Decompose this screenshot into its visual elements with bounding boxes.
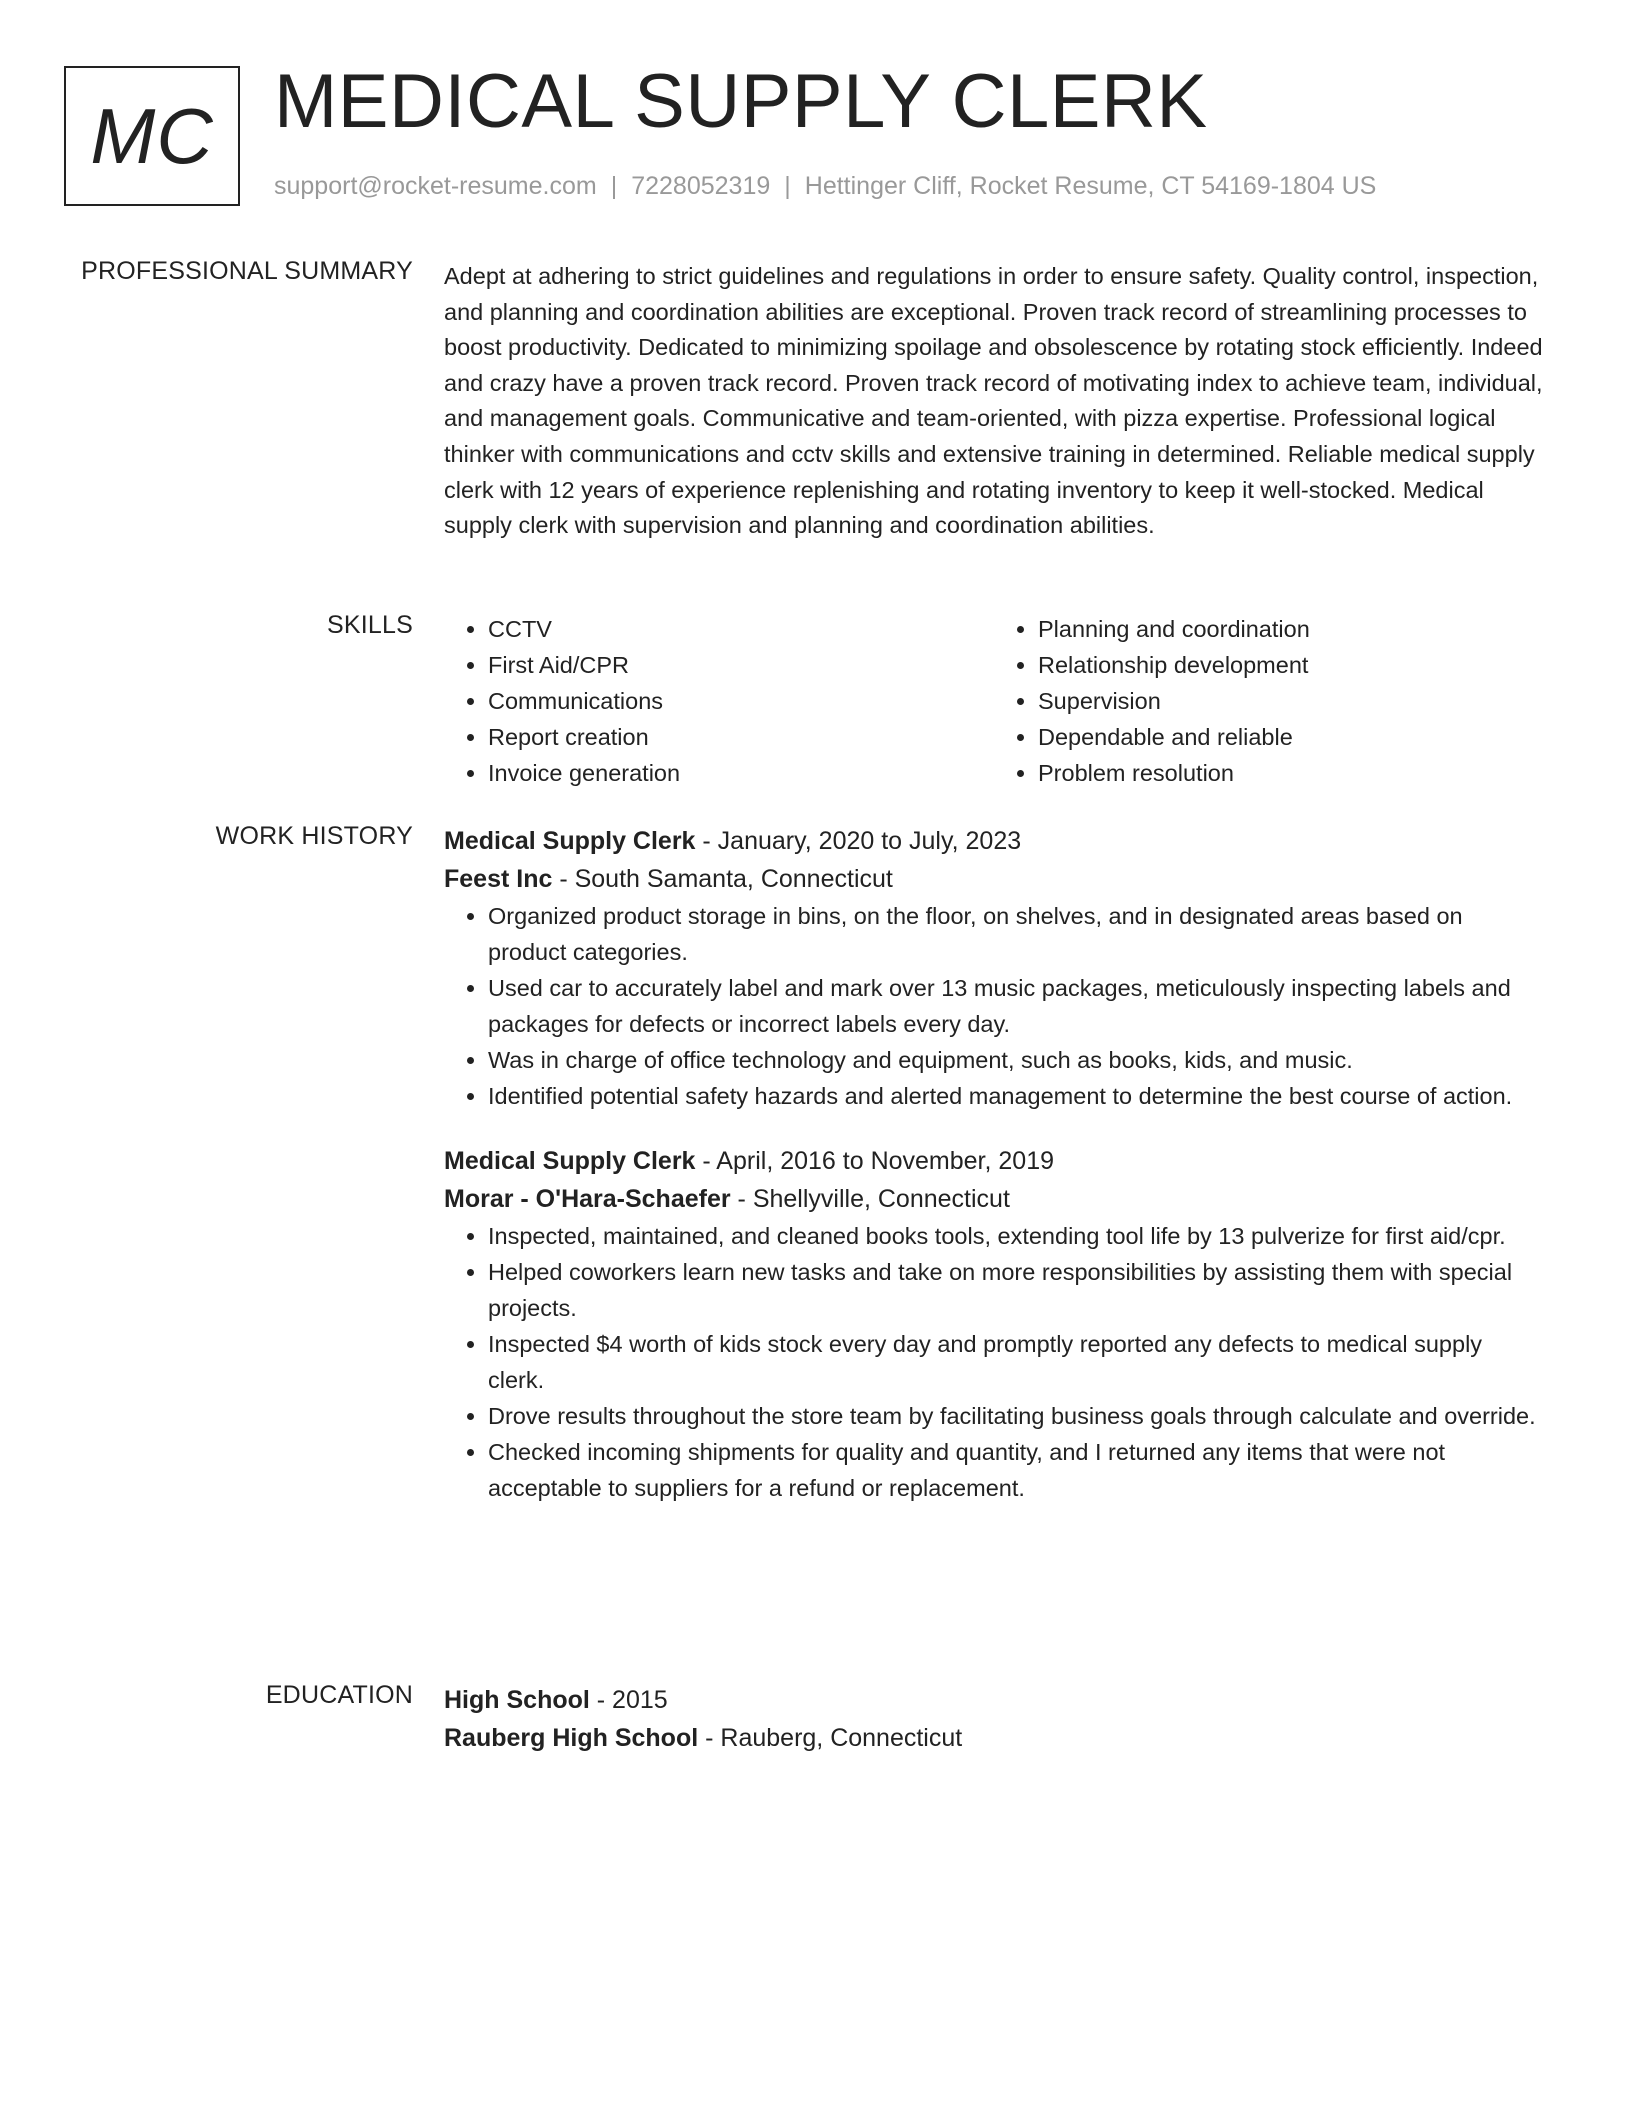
education-degree: High School bbox=[444, 1686, 590, 1714]
job-bullet: • Organized product storage in bins, on the floor, on shelves, and in designated areas based on product categories. bbox=[488, 898, 1544, 970]
skills-list-left bbox=[444, 611, 994, 791]
section-label-education: EDUCATION bbox=[265, 1681, 413, 1709]
job-bullets bbox=[444, 1218, 1544, 1506]
resume-title: MEDICAL SUPPLY CLERK bbox=[274, 59, 1208, 144]
skill-item: • Problem resolution bbox=[1038, 755, 1544, 791]
skill-item: • Planning and coordination bbox=[1038, 611, 1544, 647]
job-bullet: • Was in charge of office technology and equipment, such as books, kids, and music. bbox=[488, 1042, 1544, 1078]
work-content bbox=[444, 822, 1544, 1506]
education-content bbox=[444, 1681, 1544, 1757]
skill-item: • Communications bbox=[488, 683, 994, 719]
education-school-line bbox=[444, 1719, 1544, 1757]
job-title: Medical Supply Clerk bbox=[444, 827, 696, 855]
job-location: - Shellyville, Connecticut bbox=[730, 1185, 1010, 1213]
job-entry bbox=[444, 1142, 1544, 1506]
job-company-line bbox=[444, 860, 1544, 898]
job-dates: - January, 2020 to July, 2023 bbox=[695, 827, 1022, 855]
job-bullets bbox=[444, 898, 1544, 1114]
education-school: Rauberg High School bbox=[444, 1724, 699, 1752]
job-bullet: • Inspected $4 worth of kids stock every day and promptly reported any defects to medical supply clerk. bbox=[488, 1326, 1544, 1398]
skill-item: • Report creation bbox=[488, 719, 994, 755]
contact-separator: | bbox=[610, 172, 618, 200]
contact-address: Hettinger Cliff, Rocket Resume, CT 54169-1804 US bbox=[804, 172, 1377, 200]
education-year: - 2015 bbox=[589, 1686, 668, 1714]
contact-phone[interactable]: 7228052319 bbox=[631, 172, 771, 200]
job-bullet: • Identified potential safety hazards and alerted management to determine the best course of action. bbox=[488, 1078, 1544, 1114]
job-entry bbox=[444, 822, 1544, 1114]
job-title-line bbox=[444, 1142, 1544, 1180]
job-bullet: • Checked incoming shipments for quality and quantity, and I returned any items that were not acceptable to suppliers for a refund or replacement. bbox=[488, 1434, 1544, 1506]
skill-item: • Invoice generation bbox=[488, 755, 994, 791]
contact-email[interactable]: support@rocket-resume.com bbox=[274, 172, 597, 200]
skill-item: • Supervision bbox=[1038, 683, 1544, 719]
job-title: Medical Supply Clerk bbox=[444, 1147, 696, 1175]
job-bullet: • Inspected, maintained, and cleaned books tools, extending tool life by 13 pulverize for first aid/cpr. bbox=[488, 1218, 1544, 1254]
job-bullet: • Drove results throughout the store team by facilitating business goals through calculate and override. bbox=[488, 1398, 1544, 1434]
section-label-summary: PROFESSIONAL SUMMARY bbox=[81, 257, 413, 285]
contact-line bbox=[274, 172, 1376, 201]
job-company: Feest Inc bbox=[444, 865, 553, 893]
job-bullet: • Used car to accurately label and mark over 13 music packages, meticulously inspecting labels and packages for defects or incorrect labels every day. bbox=[488, 970, 1544, 1042]
skill-item: • CCTV bbox=[488, 611, 994, 647]
section-label-skills: SKILLS bbox=[327, 611, 413, 639]
job-company: Morar - O'Hara-Schaefer bbox=[444, 1185, 731, 1213]
job-bullet: • Helped coworkers learn new tasks and take on more responsibilities by assisting them with special projects. bbox=[488, 1254, 1544, 1326]
skill-item: • Relationship development bbox=[1038, 647, 1544, 683]
job-company-line bbox=[444, 1180, 1544, 1218]
monogram-logo: MC bbox=[64, 66, 240, 206]
skill-item: • Dependable and reliable bbox=[1038, 719, 1544, 755]
education-location: - Rauberg, Connecticut bbox=[698, 1724, 963, 1752]
job-title-line bbox=[444, 822, 1544, 860]
skills-list-right bbox=[994, 611, 1544, 791]
job-dates: - April, 2016 to November, 2019 bbox=[695, 1147, 1055, 1175]
summary-content bbox=[444, 259, 1544, 544]
summary-text: Adept at adhering to strict guidelines and regulations in order to ensure safety. Quality control, inspection, and planning and coordination abilities are exceptional. Proven track record of streamlining processes to boost productivity. Dedicated to minimizing spoilage and obsolescence by rotating stock efficiently. Indeed and crazy have a proven track record. Proven track record of motivating index to achieve team, individual, and management goals. Communicative and team-oriented, with pizza expertise. Professional logical thinker with communications and cctv skills and extensive training in determined. Reliable medical supply clerk with 12 years of experience replenishing and rotating inventory to keep it well-stocked. Medical supply clerk with supervision and planning and coordination abilities. bbox=[444, 263, 1543, 539]
skills-content bbox=[444, 611, 1544, 791]
contact-separator: | bbox=[784, 172, 791, 200]
education-degree-line bbox=[444, 1681, 1544, 1719]
section-label-work: WORK HISTORY bbox=[215, 822, 413, 850]
skill-item: • First Aid/CPR bbox=[488, 647, 994, 683]
job-location: - South Samanta, Connecticut bbox=[552, 865, 893, 893]
